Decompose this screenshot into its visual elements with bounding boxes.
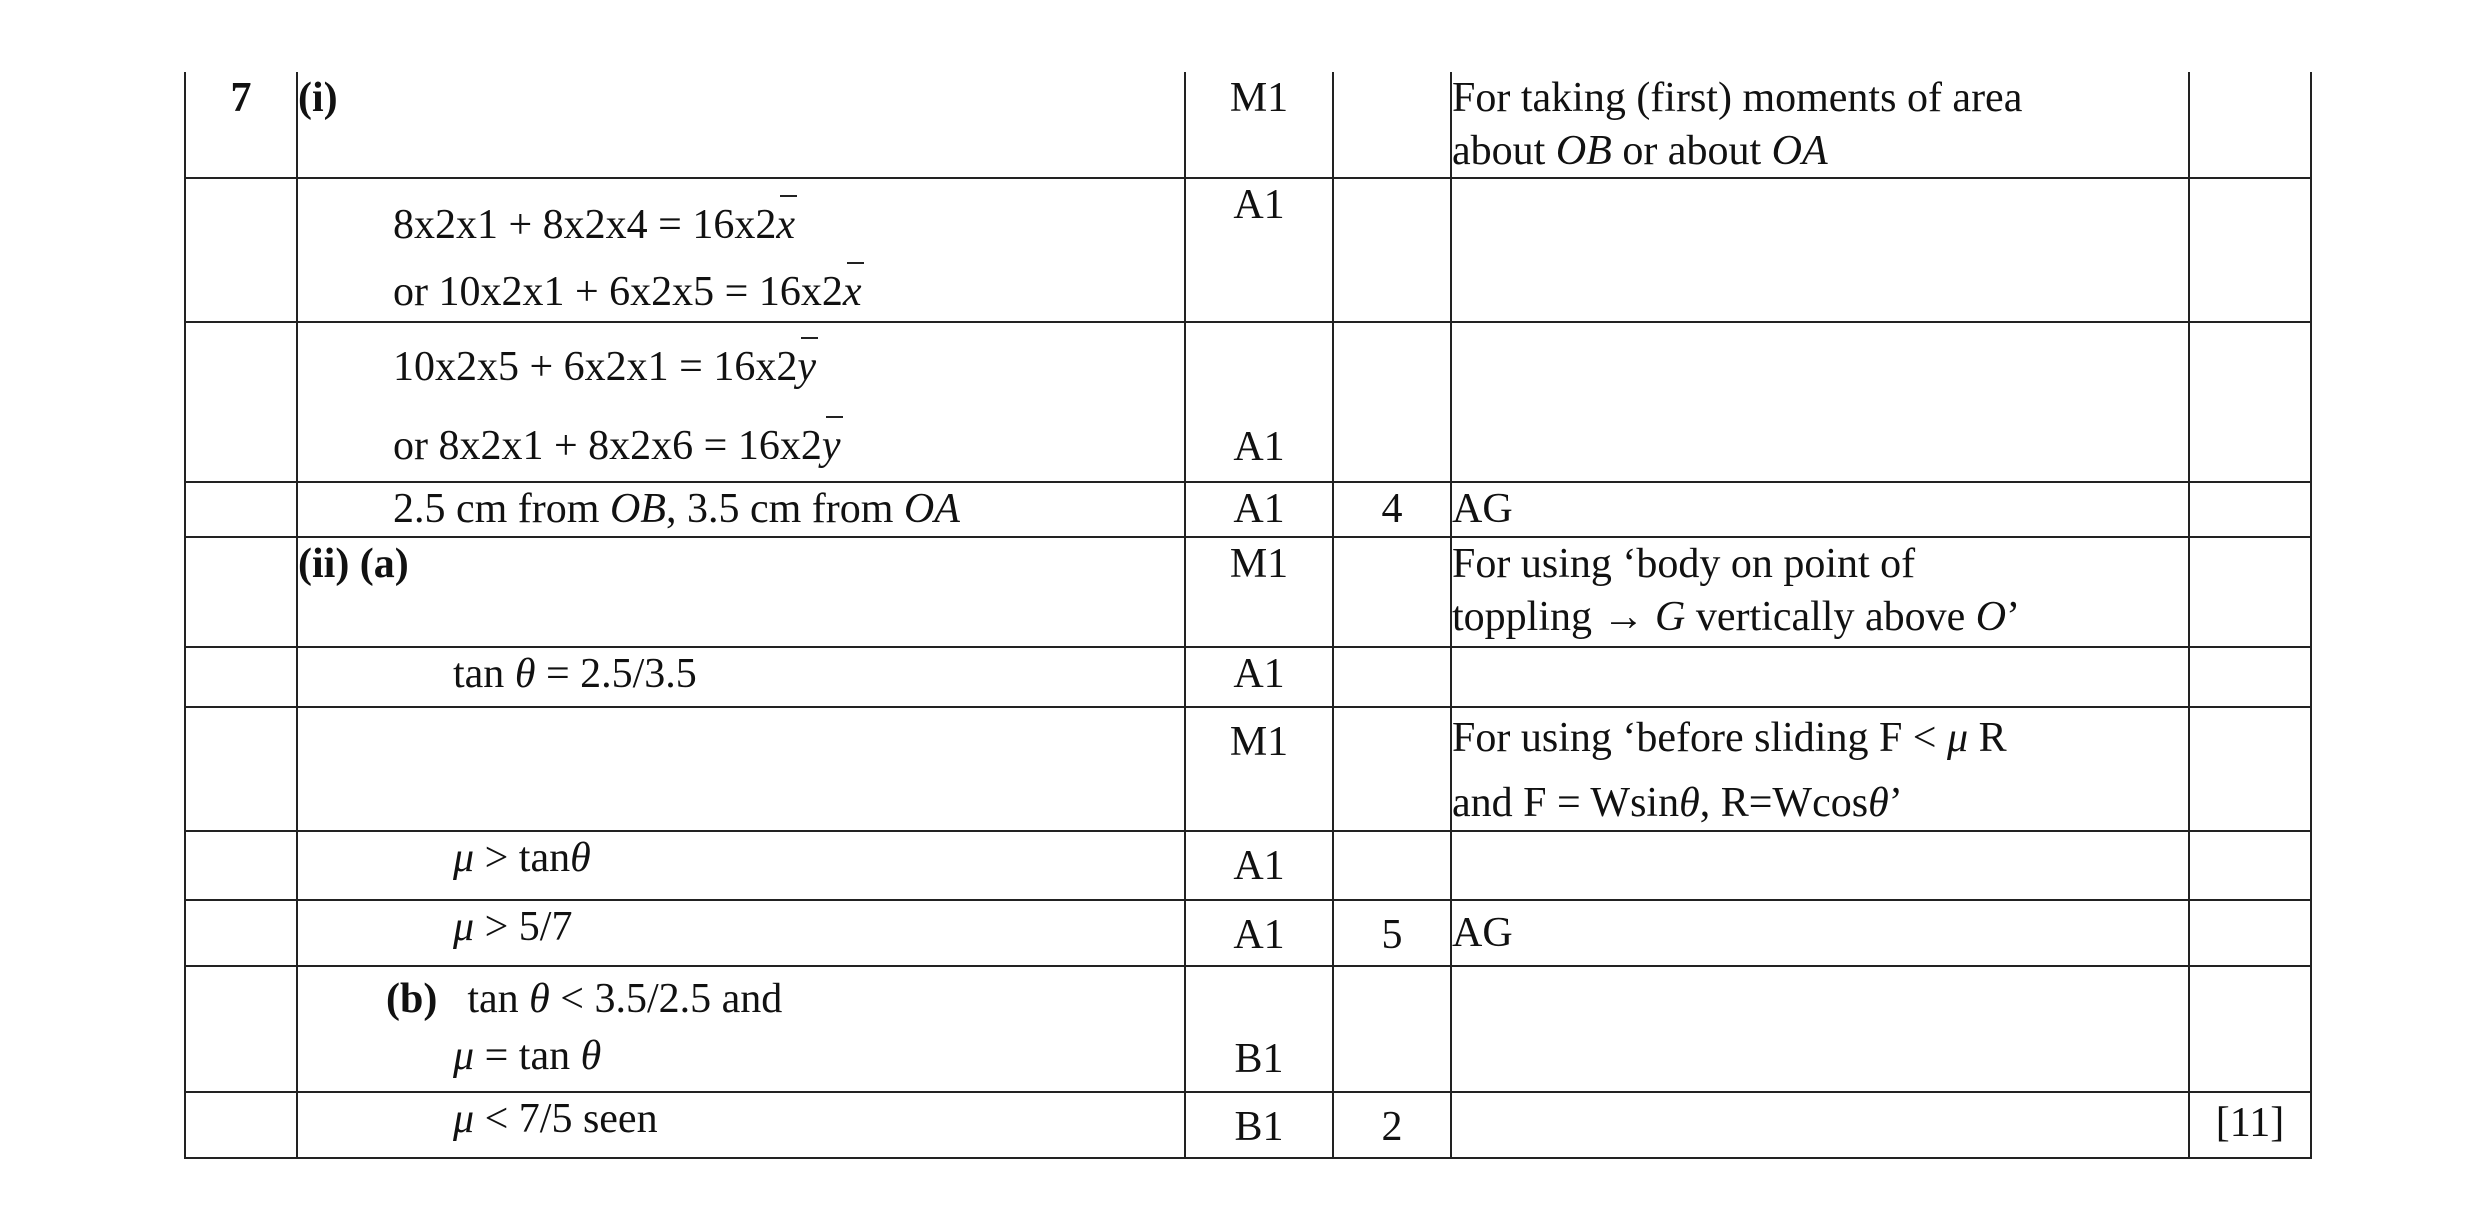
mu-symbol: μ xyxy=(453,904,475,950)
part-label: (b) xyxy=(386,976,438,1022)
mark-cell: M1 xyxy=(1185,707,1333,831)
mu-symbol: μ xyxy=(453,1096,475,1142)
theta-symbol: θ xyxy=(580,1032,602,1079)
comment-cell xyxy=(1451,707,2189,831)
theta-symbol: θ xyxy=(514,651,536,697)
table-row xyxy=(185,966,2311,1092)
total-cell: 4 xyxy=(1333,482,1451,537)
mark-scheme-table xyxy=(184,72,2312,1159)
comment-cell: AG xyxy=(1451,900,2189,966)
total-cell xyxy=(1333,72,1451,178)
equation-line: μ > tanθ xyxy=(453,835,591,881)
comment-cell xyxy=(1451,72,2189,178)
total-cell: 2 xyxy=(1333,1092,1451,1158)
equation-line: μ > 5/7 xyxy=(453,904,573,950)
mark-cell: A1 xyxy=(1185,831,1333,900)
question-number: 7 xyxy=(185,72,297,178)
table-row xyxy=(185,537,2311,647)
y-bar-symbol: y xyxy=(797,341,816,394)
comment-line: toppling → G vertically above O’ xyxy=(1452,593,2021,640)
grand-total-cell xyxy=(2189,72,2311,178)
comment-line: and F = Wsinθ, R=Wcosθ’ xyxy=(1452,779,1903,826)
mu-symbol: μ xyxy=(453,1032,475,1079)
mark-cell: A1 xyxy=(1185,647,1333,707)
table-row xyxy=(185,1092,2311,1158)
mark-cell: A1 xyxy=(1185,482,1333,537)
x-bar-symbol: x xyxy=(843,266,862,319)
comment-line: For using ‘body on point of xyxy=(1452,541,1916,587)
theta-symbol: θ xyxy=(529,976,550,1022)
comment-cell: AG xyxy=(1451,482,2189,537)
comment-line: For taking (first) moments of area xyxy=(1452,75,2023,121)
equation-line: μ < 7/5 seen xyxy=(453,1096,658,1142)
equation-line: (b) tan θ < 3.5/2.5 and xyxy=(386,976,783,1022)
comment-line: about OB or about OA xyxy=(1452,127,1828,174)
table-row xyxy=(185,900,2311,966)
table-row xyxy=(185,707,2311,831)
x-bar-symbol: x xyxy=(776,199,795,252)
equation-line: or 8x2x1 + 8x2x6 = 16x2y xyxy=(298,420,1184,473)
equation-line: μ = tan θ xyxy=(453,1032,602,1079)
mark-cell: B1 xyxy=(1185,1092,1333,1158)
answer-line: 2.5 cm from OB, 3.5 cm from OA xyxy=(393,486,960,532)
mark-cell: A1 xyxy=(1185,178,1333,322)
equation-line: or 10x2x1 + 6x2x5 = 16x2x xyxy=(298,266,1184,319)
total-cell: 5 xyxy=(1333,900,1451,966)
table-row xyxy=(185,322,2311,482)
part-label: (i) xyxy=(298,75,338,121)
table-row xyxy=(185,72,2311,178)
theta-symbol: θ xyxy=(1868,779,1889,826)
mark-cell: M1 xyxy=(1185,72,1333,178)
comment-cell xyxy=(1451,537,2189,647)
comment-line: For using ‘before sliding F < μ R xyxy=(1452,715,2007,761)
y-bar-symbol: y xyxy=(822,420,841,473)
table-row xyxy=(185,831,2311,900)
mark-cell: A1 xyxy=(1233,423,1285,470)
theta-symbol: θ xyxy=(570,835,591,881)
part-label: (ii) (a) xyxy=(298,541,409,587)
mu-symbol: μ xyxy=(1947,715,1969,761)
table-row xyxy=(185,482,2311,537)
table-row xyxy=(185,178,2311,322)
mark-cell: M1 xyxy=(1185,537,1333,647)
equation-line: tan θ = 2.5/3.5 xyxy=(453,651,697,697)
mark-cell: A1 xyxy=(1185,900,1333,966)
mark-cell: B1 xyxy=(1234,1035,1284,1082)
equation-line: 10x2x5 + 6x2x1 = 16x2y xyxy=(298,341,1184,394)
table-row xyxy=(185,647,2311,707)
mu-symbol: μ xyxy=(453,835,475,881)
theta-symbol: θ xyxy=(1679,779,1700,826)
equation-line: 8x2x1 + 8x2x4 = 16x2x xyxy=(298,199,1184,252)
grand-total-cell: [11] xyxy=(2189,1092,2311,1158)
